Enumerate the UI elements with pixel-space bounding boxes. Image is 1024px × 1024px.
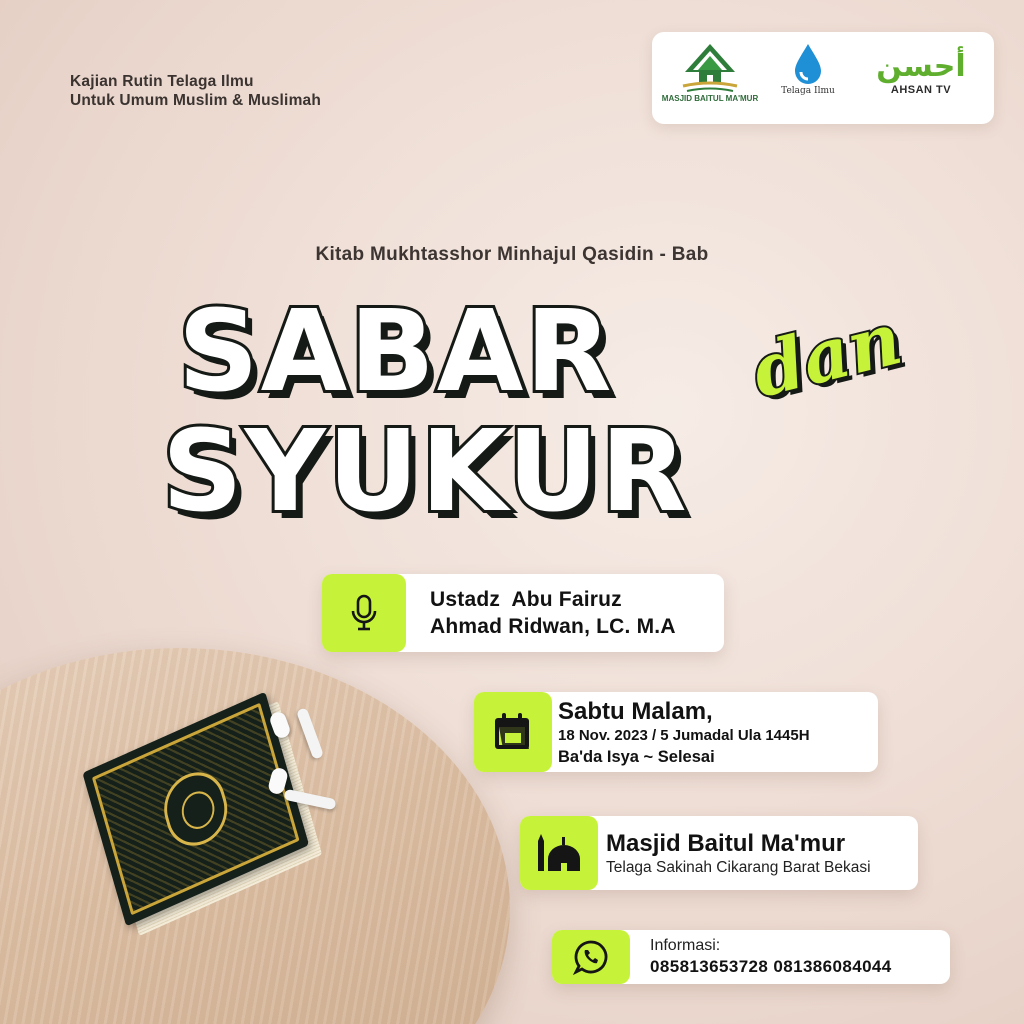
venue-name: Masjid Baitul Ma'mur <box>606 830 846 857</box>
schedule-icon-box <box>474 692 552 772</box>
speaker-line-2: Ahmad Ridwan, LC. M.A <box>430 615 676 638</box>
water-drop-icon <box>791 42 825 86</box>
schedule-time: Ba'da Isya ~ Selesai <box>558 748 715 766</box>
title-syukur: SYUKUR <box>162 407 689 537</box>
schedule-text <box>558 698 810 768</box>
telaga-logo-caption: Telaga Ilmu <box>781 86 835 96</box>
ahsan-tv-logo <box>866 50 976 96</box>
masjid-baitul-mamur-logo <box>661 42 759 103</box>
whatsapp-icon <box>573 939 609 975</box>
speaker-card <box>322 574 724 652</box>
calendar-icon <box>491 711 535 753</box>
contact-card <box>552 930 950 984</box>
mosque-icon <box>534 833 584 873</box>
header-text <box>70 72 321 110</box>
telaga-ilmu-logo <box>770 42 846 96</box>
schedule-card <box>474 692 878 772</box>
contact-text <box>650 936 892 978</box>
contact-phones: 085813653728 081386084044 <box>650 957 892 976</box>
venue-card <box>520 816 918 890</box>
speaker-line-1: Ustadz Abu Fairuz <box>430 588 622 611</box>
venue-text <box>606 830 871 878</box>
logo-panel <box>652 32 994 124</box>
speaker-text <box>430 586 676 640</box>
venue-address: Telaga Sakinah Cikarang Barat Bekasi <box>606 859 871 876</box>
schedule-day: Sabtu Malam, <box>558 698 713 725</box>
ahsan-arabic-text: أحسن <box>876 49 966 84</box>
header-line-1: Kajian Rutin Telaga Ilmu <box>70 73 254 90</box>
contact-label: Informasi: <box>650 937 721 954</box>
schedule-date: 18 Nov. 2023 / 5 Jumadal Ula 1445H <box>558 727 810 744</box>
title-dan: dan <box>743 295 910 414</box>
header-line-2: Untuk Umum Muslim & Muslimah <box>70 92 322 109</box>
microphone-icon <box>347 593 381 633</box>
kitab-title: Kitab Mukhtasshor Minhajul Qasidin - Bab <box>315 244 709 265</box>
contact-icon-box <box>552 930 630 984</box>
venue-icon-box <box>520 816 598 890</box>
title-sabar: SABAR <box>178 287 614 417</box>
speaker-icon-box <box>322 574 406 652</box>
ahsan-tv-caption: AHSAN TV <box>890 84 952 96</box>
masjid-logo-caption: MASJID BAITUL MA'MUR <box>661 94 759 103</box>
masjid-logo-icon <box>679 42 741 94</box>
